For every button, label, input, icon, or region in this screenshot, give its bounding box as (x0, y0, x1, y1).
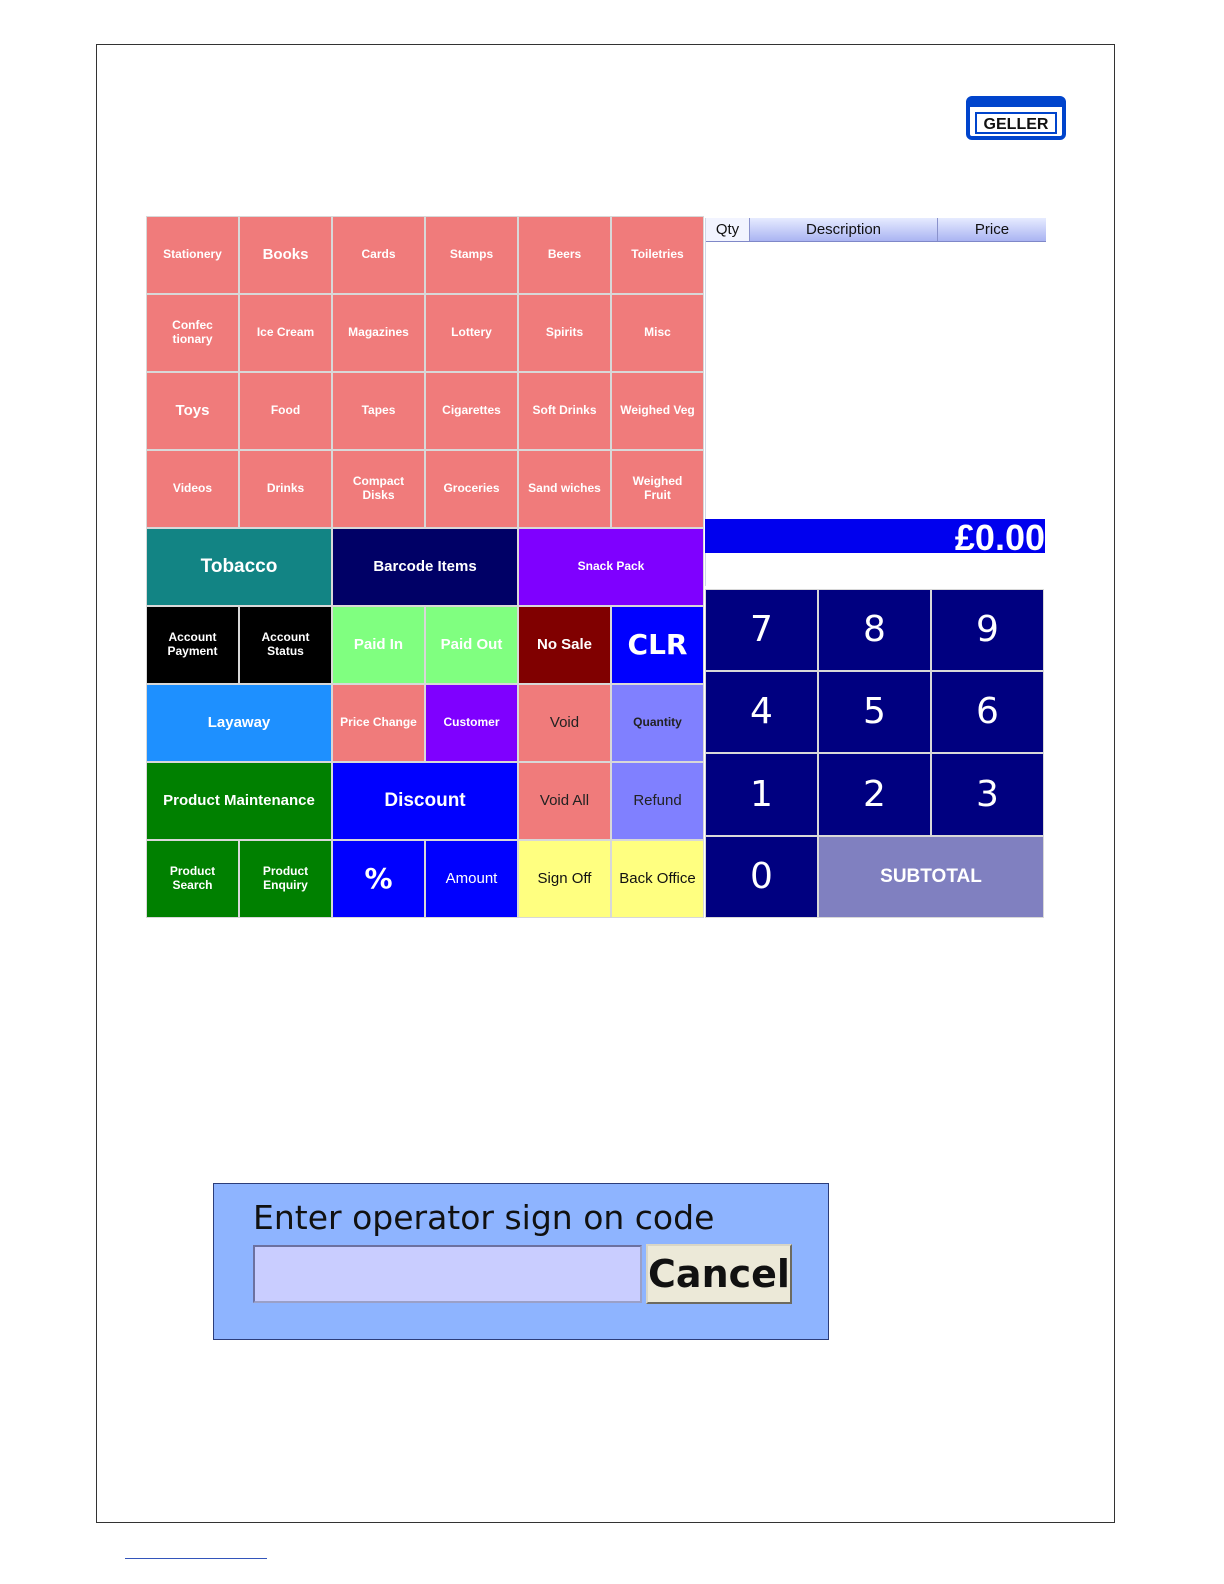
key-toiletries[interactable]: Toiletries (611, 216, 704, 294)
key-compact-disks[interactable]: Compact Disks (332, 450, 425, 528)
key-groceries[interactable]: Groceries (425, 450, 518, 528)
key-spirits[interactable]: Spirits (518, 294, 611, 372)
key-drinks[interactable]: Drinks (239, 450, 332, 528)
receipt-header (706, 218, 1046, 242)
key-tapes[interactable]: Tapes (332, 372, 425, 450)
key-sandwiches[interactable]: Sand wiches (518, 450, 611, 528)
sign-on-dialog (213, 1183, 829, 1340)
key-digit-5[interactable]: 5 (818, 671, 931, 753)
geller-logo (966, 96, 1066, 140)
key-digit-6[interactable]: 6 (931, 671, 1044, 753)
key-clr[interactable]: CLR (611, 606, 704, 684)
operator-code-input[interactable] (253, 1245, 642, 1303)
key-books[interactable]: Books (239, 216, 332, 294)
key-cards[interactable]: Cards (332, 216, 425, 294)
subtotal-button[interactable]: SUBTOTAL (818, 836, 1044, 918)
key-digit-0[interactable]: 0 (705, 836, 818, 918)
key-price-change[interactable]: Price Change (332, 684, 425, 762)
key-stationery[interactable]: Stationery (146, 216, 239, 294)
key-barcode-items[interactable]: Barcode Items (332, 528, 518, 606)
key-videos[interactable]: Videos (146, 450, 239, 528)
key-magazines[interactable]: Magazines (332, 294, 425, 372)
logo-text: GELLER (983, 116, 1049, 133)
key-back-office[interactable]: Back Office (611, 840, 704, 918)
key-paid-in[interactable]: Paid In (332, 606, 425, 684)
key-product-maintenance[interactable]: Product Maintenance (146, 762, 332, 840)
key-customer[interactable]: Customer (425, 684, 518, 762)
column-price: Price (974, 221, 1010, 238)
key-digit-7[interactable]: 7 (705, 589, 818, 671)
total-amount: £0.00 (954, 519, 1045, 553)
key-snack-pack[interactable]: Snack Pack (518, 528, 704, 606)
key-product-search[interactable]: Product Search (146, 840, 239, 918)
footer-rule (125, 1558, 267, 1559)
key-weighed-veg[interactable]: Weighed Veg (611, 372, 704, 450)
key-weighed-fruit[interactable]: Weighed Fruit (611, 450, 704, 528)
key-digit-1[interactable]: 1 (705, 753, 818, 836)
key-discount[interactable]: Discount (332, 762, 518, 840)
key-sign-off[interactable]: Sign Off (518, 840, 611, 918)
key-account-payment[interactable]: Account Payment (146, 606, 239, 684)
key-no-sale[interactable]: No Sale (518, 606, 611, 684)
key-soft-drinks[interactable]: Soft Drinks (518, 372, 611, 450)
key-digit-9[interactable]: 9 (931, 589, 1044, 671)
key-tobacco[interactable]: Tobacco (146, 528, 332, 606)
key-quantity[interactable]: Quantity (611, 684, 704, 762)
key-ice-cream[interactable]: Ice Cream (239, 294, 332, 372)
column-qty: Qty (706, 218, 750, 241)
total-display (705, 519, 1045, 553)
key-digit-3[interactable]: 3 (931, 753, 1044, 836)
key-void-all[interactable]: Void All (518, 762, 611, 840)
key-void[interactable]: Void (518, 684, 611, 762)
key-digit-8[interactable]: 8 (818, 589, 931, 671)
cancel-button[interactable]: Cancel (646, 1244, 792, 1304)
key-product-enquiry[interactable]: Product Enquiry (239, 840, 332, 918)
column-description: Description (750, 218, 938, 241)
key-food[interactable]: Food (239, 372, 332, 450)
key-misc[interactable]: Misc (611, 294, 704, 372)
key-toys[interactable]: Toys (146, 372, 239, 450)
key-digit-2[interactable]: 2 (818, 753, 931, 836)
key-percent[interactable]: % (332, 840, 425, 918)
key-lottery[interactable]: Lottery (425, 294, 518, 372)
key-refund[interactable]: Refund (611, 762, 704, 840)
sign-on-prompt: Enter operator sign on code (253, 1198, 715, 1237)
key-amount[interactable]: Amount (425, 840, 518, 918)
key-stamps[interactable]: Stamps (425, 216, 518, 294)
key-paid-out[interactable]: Paid Out (425, 606, 518, 684)
key-beers[interactable]: Beers (518, 216, 611, 294)
key-layaway[interactable]: Layaway (146, 684, 332, 762)
key-digit-4[interactable]: 4 (705, 671, 818, 753)
key-confectionary[interactable]: Confec tionary (146, 294, 239, 372)
key-cigarettes[interactable]: Cigarettes (425, 372, 518, 450)
key-account-status[interactable]: Account Status (239, 606, 332, 684)
